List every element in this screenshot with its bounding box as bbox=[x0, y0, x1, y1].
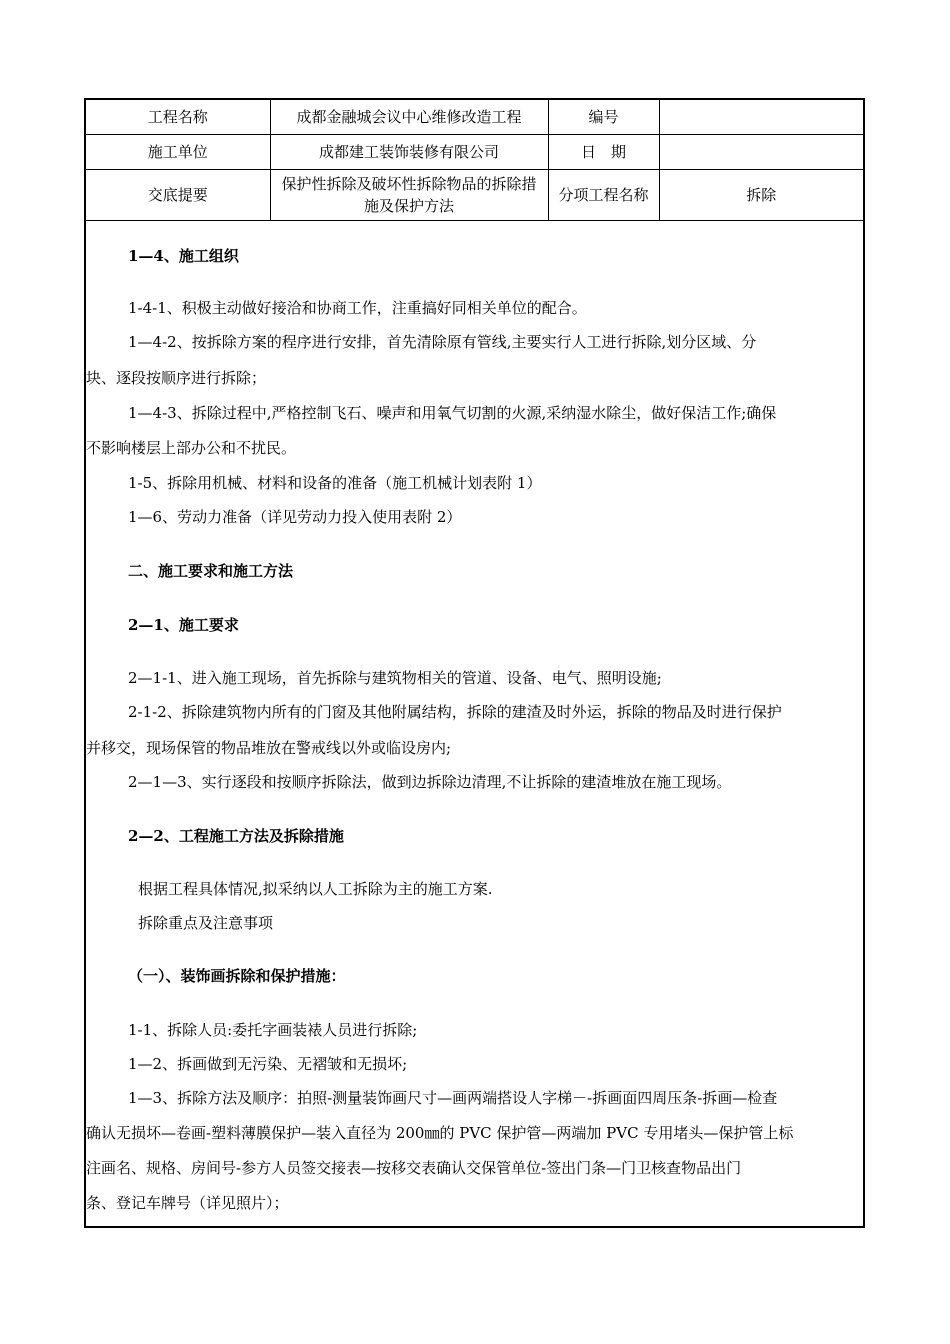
paragraph-s1-2: 1—2、拆画做到无污染、无褶皱和无损坏; bbox=[128, 1055, 408, 1073]
subitem-label: 分项工程名称 bbox=[548, 170, 659, 221]
heading-section-2: 二、施工要求和施工方法 bbox=[128, 562, 294, 580]
contractor-label: 施工单位 bbox=[86, 135, 270, 170]
paragraph-1-4-3-line1: 1—4-3、拆除过程中,严格控制飞石、噪声和用氧气切割的火源,采纳湿水除尘，做好保洁工作;确保 bbox=[128, 404, 777, 422]
paragraph-2-2-plan: 根据工程具体情况,拟采纳以人工拆除为主的施工方案. bbox=[138, 880, 493, 898]
paragraph-2-2-notes: 拆除重点及注意事项 bbox=[138, 914, 274, 932]
heading-subsection-1: （一）、装饰画拆除和保护措施： bbox=[128, 967, 346, 985]
paragraph-2-1-2-line1: 2-1-2、拆除建筑物内所有的门窗及其他附属结构，拆除的建渣及时外运，拆除的物品及时进行保护 bbox=[128, 703, 782, 721]
heading-2-2: 2—2、工程施工方法及拆除措施 bbox=[128, 827, 344, 845]
paragraph-1-4-2-line2: 块、逐段按顺序进行拆除； bbox=[86, 369, 267, 387]
paragraph-s1-3-line2: 确认无损坏—卷画-塑料薄膜保护—装入直径为 200㎜的 PVC 保护管—两端加 PVC 专用堵头—保护管上标 bbox=[86, 1124, 794, 1142]
date-value bbox=[659, 135, 863, 170]
header-row-contractor bbox=[86, 135, 863, 170]
subitem-value: 拆除 bbox=[659, 170, 863, 221]
number-value bbox=[659, 100, 863, 135]
summary-value: 保护性拆除及破坏性拆除物品的拆除措施及保护方法 bbox=[270, 170, 548, 221]
paragraph-1-5: 1-5、拆除用机械、材料和设备的准备（施工机械计划表附 1） bbox=[128, 474, 542, 492]
paragraph-2-1-3: 2—1—3、实行逐段和按顺序拆除法，做到边拆除边清理,不让拆除的建渣堆放在施工现场。 bbox=[128, 773, 732, 791]
header-table bbox=[86, 100, 863, 221]
paragraph-s1-1: 1-1、拆除人员:委托字画装裱人员进行拆除; bbox=[128, 1021, 418, 1039]
date-label: 日 期 bbox=[548, 135, 659, 170]
header-row-project bbox=[86, 100, 863, 135]
number-label: 编号 bbox=[548, 100, 659, 135]
paragraph-1-4-3-line2: 不影响楼层上部办公和不扰民。 bbox=[86, 439, 297, 457]
paragraph-s1-3-line4: 条、登记车牌号（详见照片）； bbox=[86, 1194, 289, 1212]
summary-label: 交底提要 bbox=[86, 170, 270, 221]
paragraph-2-1-2-line2: 并移交，现场保管的物品堆放在警戒线以外或临设房内; bbox=[86, 739, 452, 757]
heading-1-4: 1—4、施工组织 bbox=[128, 247, 239, 265]
header-row-summary bbox=[86, 170, 863, 221]
project-name-value: 成都金融城会议中心维修改造工程 bbox=[270, 100, 548, 135]
project-name-label: 工程名称 bbox=[86, 100, 270, 135]
document-frame bbox=[84, 98, 865, 1228]
contractor-value: 成都建工装饰装修有限公司 bbox=[270, 135, 548, 170]
paragraph-1-4-2-line1: 1—4-2、按拆除方案的程序进行安排，首先清除原有管线,主要实行人工进行拆除,划分区域、分 bbox=[128, 333, 757, 351]
heading-2-1: 2—1、施工要求 bbox=[128, 616, 239, 634]
paragraph-s1-3-line3: 注画名、规格、房间号-参方人员签交接表—按移交表确认交保管单位-签出门条—门卫核查物品出门 bbox=[86, 1159, 742, 1177]
paragraph-s1-3-line1: 1—3、拆除方法及顺序：拍照-测量装饰画尺寸—画两端搭设人字梯－-拆画面四周压条-拆画—检查 bbox=[128, 1089, 778, 1107]
paragraph-1-4-1: 1-4-1、积极主动做好接洽和协商工作，注重搞好同相关单位的配合。 bbox=[128, 299, 587, 317]
paragraph-1-6: 1—6、劳动力准备（详见劳动力投入使用表附 2） bbox=[128, 508, 462, 526]
paragraph-2-1-1: 2—1-1、进入施工现场，首先拆除与建筑物相关的管道、设备、电气、照明设施; bbox=[128, 669, 662, 687]
